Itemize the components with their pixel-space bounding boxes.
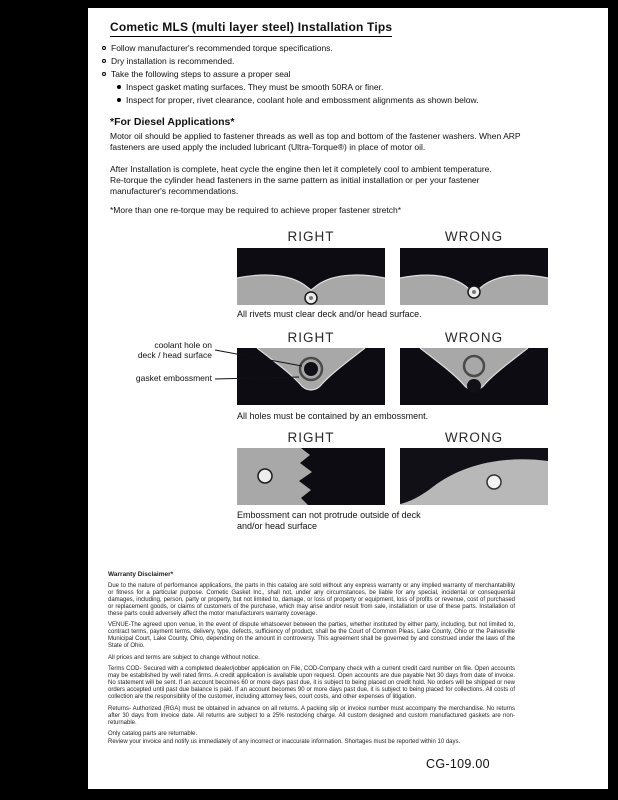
- protrusion-wrong-diagram: [400, 448, 548, 505]
- rivet-wrong-diagram: [400, 248, 548, 305]
- tip-sub-item: [102, 93, 478, 106]
- annotation-text: coolant hole on: [154, 340, 212, 350]
- wrong-label: WRONG: [444, 330, 504, 345]
- bullet-icon: [102, 72, 106, 76]
- warranty-paragraph: Only catalog parts are returnable.: [108, 731, 198, 737]
- tip-sub-item: [102, 80, 478, 93]
- tip-text: Inspect gasket mating surfaces. They must be smooth 50RA or finer.: [126, 81, 384, 92]
- bullet-icon: [102, 59, 106, 63]
- coolant-hole-annotation: [114, 341, 212, 360]
- retorque-note: *More than one re-torque may be required to achieve proper fastener stretch*: [110, 205, 402, 215]
- right-label: RIGHT: [287, 430, 335, 445]
- page-code: CG-109.00: [426, 757, 490, 771]
- diesel-paragraph-2: After Installation is complete, heat cycle the engine then let it completely cool to ambient temperature. Re-torque the cylinder head fasteners in the same pattern as initial installation or per your fastener manufacturer's recommendations.: [110, 164, 492, 196]
- tip-text: Take the following steps to assure a proper seal: [111, 68, 291, 79]
- annotation-text: deck / head surface: [137, 349, 212, 360]
- bullet-icon: [117, 98, 121, 102]
- warranty-heading: Warranty Disclaimer*: [108, 571, 174, 578]
- bullet-icon: [102, 46, 106, 50]
- warranty-section: [108, 571, 515, 751]
- tips-list: [102, 41, 478, 106]
- rivet-right-diagram: [237, 248, 385, 305]
- catalog-page: [88, 8, 608, 789]
- wrong-label: WRONG: [444, 430, 504, 445]
- annotation-text: gasket embossment: [135, 373, 212, 383]
- diagram-caption: Embossment can not protrude outside of deck and/or head surface: [237, 510, 421, 531]
- warranty-paragraph: Review your invoice and notify us immediately of any incorrect or inaccurate information. Shortages must be reported within 10 days.: [108, 739, 461, 745]
- warranty-paragraph: VENUE-The agreed upon venue, in the event of dispute whatsoever between the parties, whether instituted by either party, including, but not limited to, contract terms, payment terms, delivery, type, defects, sufficiency of product, shall be the Court of Common Pleas, Lake County, Ohio or the Painesville Municipal Court, Lake County, Ohio, depending on the amount in controversy. This agreement shall be governed by and construed under the laws of the State of Ohio.: [108, 622, 515, 649]
- protrusion-right-diagram: [237, 448, 385, 505]
- diagram-caption: All rivets must clear deck and/or head surface.: [237, 309, 422, 319]
- warranty-paragraph: Terms COD- Secured with a completed dealer/jobber application on File, COD-Company check with a current credit card number on file. Open accounts may be established by well rated firms. A credit application is available upon request. Open accounts are due payable Net 30 days from date of invoice. No statement will be sent. If an account becomes 60 or more days past due, it is subject to being placed on credit hold. No orders will be shipped or new orders accepted until past due balance is paid. If an account becomes 90 or more days past due, it is subject to being placed for collections. All costs of collection are the responsibility of the customer, including attorney fees, court costs, and other expenses of litigation.: [108, 666, 515, 700]
- tip-item: [102, 54, 478, 67]
- warranty-paragraph: All prices and terms are subject to change without notice.: [108, 654, 260, 661]
- tip-text: Dry installation is recommended.: [111, 55, 235, 66]
- tip-text: Follow manufacturer's recommended torque specifications.: [111, 42, 333, 53]
- tip-text: Inspect for proper, rivet clearance, coolant hole and embossment alignments as shown below.: [126, 94, 479, 105]
- right-label: RIGHT: [287, 229, 335, 244]
- warranty-paragraph: Returns- Authorized (RGA) must be obtained in advance on all returns. A packing slip or invoice number must accompany the merchandise. No returns after 30 days from invoice date. All returns are subject to a 25% restocking charge. All custom designed and custom manufactured gaskets are non-returnable.: [108, 705, 515, 726]
- embossment-annotation: [114, 374, 212, 384]
- embossment-wrong-diagram: [400, 348, 548, 405]
- tip-item: [102, 67, 478, 80]
- bullet-icon: [117, 85, 121, 89]
- diesel-heading: *For Diesel Applications*: [110, 116, 235, 128]
- tip-item: [102, 41, 478, 54]
- wrong-label: WRONG: [444, 229, 504, 244]
- page-title: Cometic MLS (multi layer steel) Installation Tips: [110, 20, 392, 37]
- diesel-paragraph-1: Motor oil should be applied to fastener threads as well as top and bottom of the fastener washers. When ARP fasteners are used apply the included lubricant (Ultra-Torque®) in place of motor oil.: [110, 131, 521, 152]
- diagram-caption: All holes must be contained by an embossment.: [237, 411, 429, 421]
- warranty-paragraph: Due to the nature of performance applications, the parts in this catalog are sold without any express warranty or any implied warranty of merchantability or fitness for a particular purpose. Cometic Gasket Inc., shall not, under any circumstances, be liable for any special, incidental or consequential damages, including, person, party or property, but not limited to, damage, or loss of property or equipment, loss of profits or revenue, cost of purchased or replacement goods, or claims of customers of the purchase, which may arise and/or result from sale, installation or use of these parts. Installation of these parts could adversely affect the motor manufacturers warranty coverage.: [108, 582, 515, 617]
- right-label: RIGHT: [287, 330, 335, 345]
- embossment-right-diagram: [237, 348, 385, 405]
